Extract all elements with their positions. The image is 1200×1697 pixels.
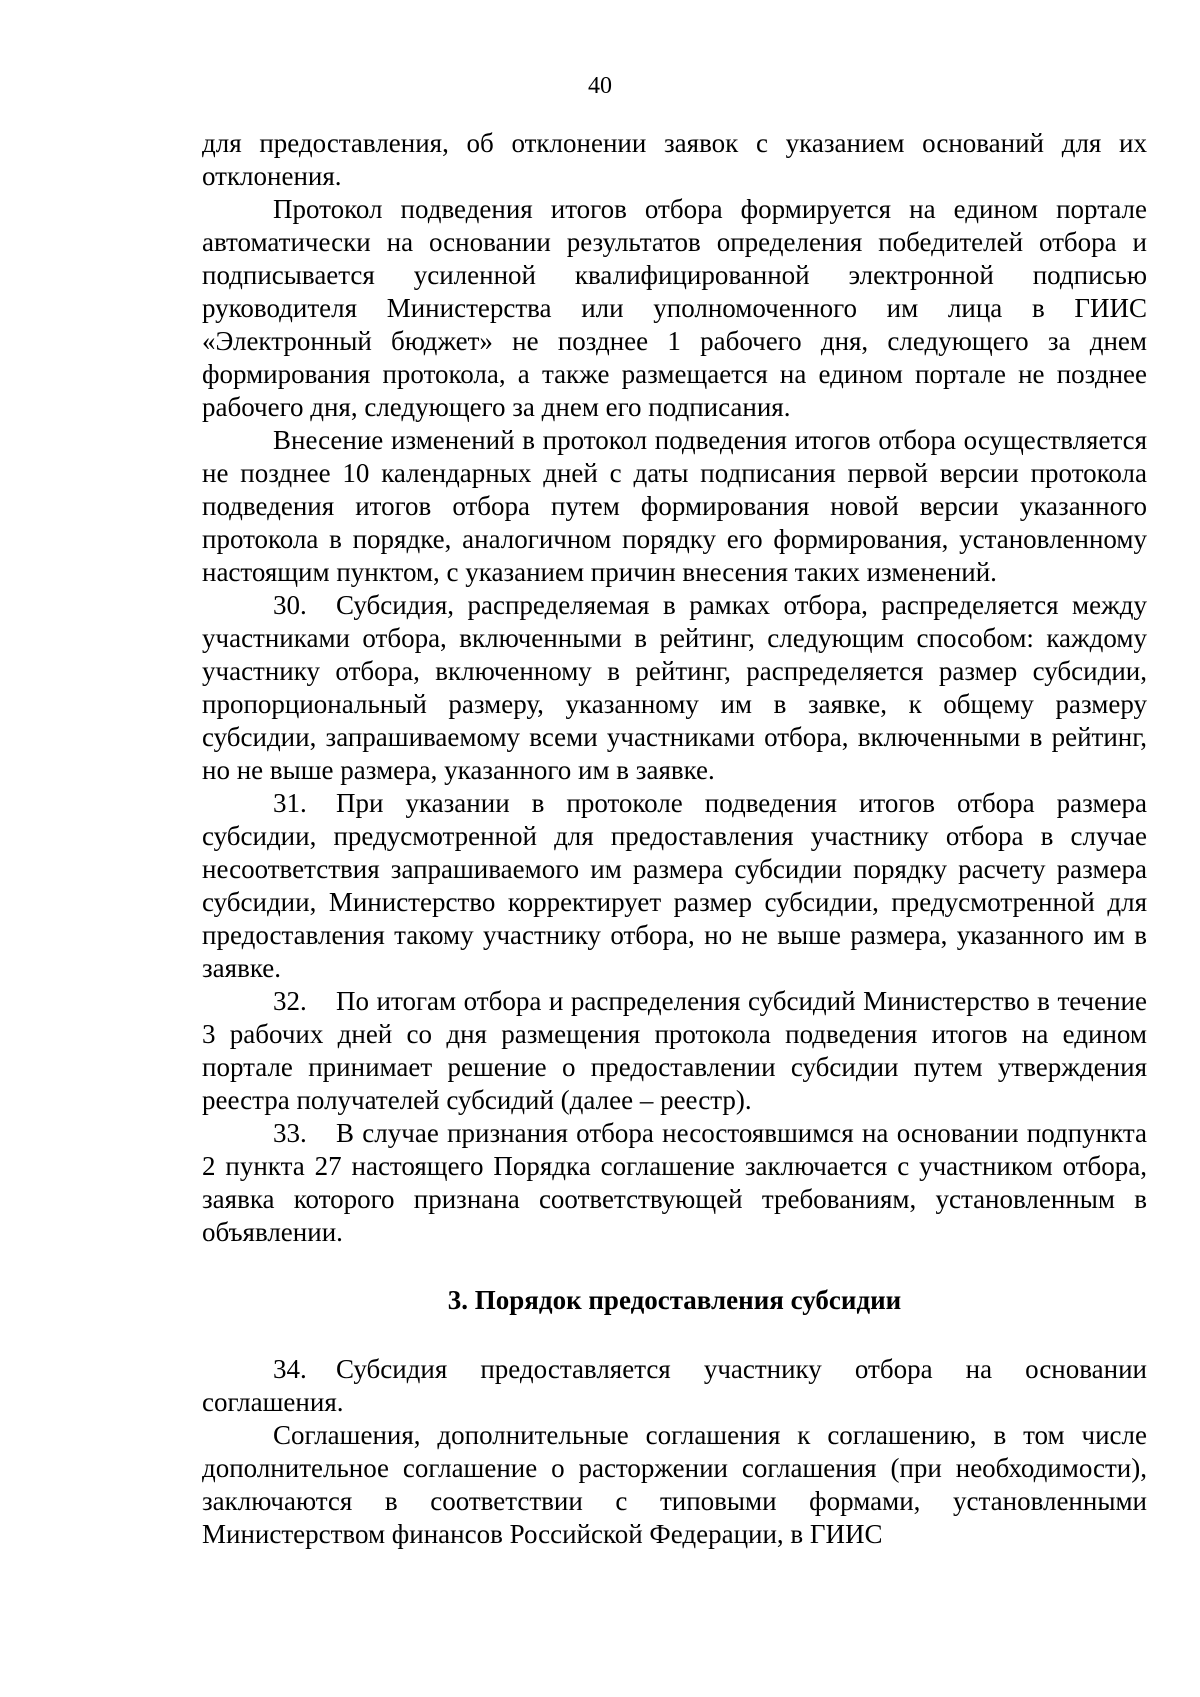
item-number-32: 32. [273,986,307,1016]
paragraph-item-32 [202,985,1147,1117]
item-number-34: 34. [273,1354,307,1384]
paragraph-protocol-changes: Внесение изменений в протокол подведения итогов отбора осуществляется не позднее 10 календарных дней с даты подписания первой версии протокола подведения итогов отбора путем формирования новой версии указанного протокола в порядке, аналогичном порядку его формирования, установленному настоящим пунктом, с указанием причин внесения таких изменений. [202,425,1147,587]
paragraph-protocol-formation: Протокол подведения итогов отбора формируется на едином портале автоматически на основании результатов определения победителей отбора и подписывается усиленной квалифицированной электронной подписью руководителя Министерства или уполномоченного им лица в ГИИС «Электронный бюджет» не позднее 1 рабочего дня, следующего за днем формирования протокола, а также размещается на едином портале не позднее рабочего дня, следующего за днем его подписания. [202,194,1147,422]
document-body [202,127,1147,1551]
section-heading: 3. Порядок предоставления субсидии [447,1285,902,1315]
item-number-30: 30. [273,590,307,620]
item-text-34: Субсидия предоставляется участнику отбора на основании соглашения. [202,1354,1147,1417]
paragraph-item-31 [202,787,1147,985]
paragraph-agreements: Соглашения, дополнительные соглашения к соглашению, в том числе дополнительное соглашение о расторжении соглашения (при необходимости), заключаются в соответствии с типовыми формами, установленными Министерством финансов Российской Федерации, в ГИИС [202,1420,1147,1549]
item-text-31: При указании в протоколе подведения итогов отбора размера субсидии, предусмотренной для предоставления участнику отбора в случае несоответствия запрашиваемого им размера субсидии порядку расчету размера субсидии, Министерство корректирует размер субсидии, предусмотренной для предоставления такому участнику отбора, но не выше размера, указанного им в заявке. [202,788,1147,983]
paragraph-continuation: для предоставления, об отклонении заявок с указанием оснований для их отклонения. [202,128,1147,191]
item-text-30: Субсидия, распределяемая в рамках отбора, распределяется между участниками отбора, включенными в рейтинг, следующим способом: каждому участнику отбора, включенному в рейтинг, распределяется размер субсидии, пропорциональный размеру, указанному им в заявке, к общему размеру субсидии, запрашиваемому всеми участниками отбора, включенными в рейтинг, но не выше размера, указанного им в заявке. [202,590,1147,785]
item-number-33: 33. [273,1118,307,1148]
item-text-32: По итогам отбора и распределения субсидий Министерство в течение 3 рабочих дней со дня размещения протокола подведения итогов на едином портале принимает решение о предоставлении субсидии путем утверждения реестра получателей субсидий (далее – реестр). [202,986,1147,1115]
item-number-31: 31. [273,788,307,818]
item-text-33: В случае признания отбора несостоявшимся на основании подпункта 2 пункта 27 настоящего Порядка соглашение заключается с участником отбора, заявка которого признана соответствующей требованиям, установленным в объявлении. [202,1118,1147,1247]
page-number: 40 [588,73,612,99]
paragraph-item-34 [202,1353,1147,1419]
paragraph-item-30 [202,589,1147,787]
paragraph-item-33 [202,1117,1147,1249]
